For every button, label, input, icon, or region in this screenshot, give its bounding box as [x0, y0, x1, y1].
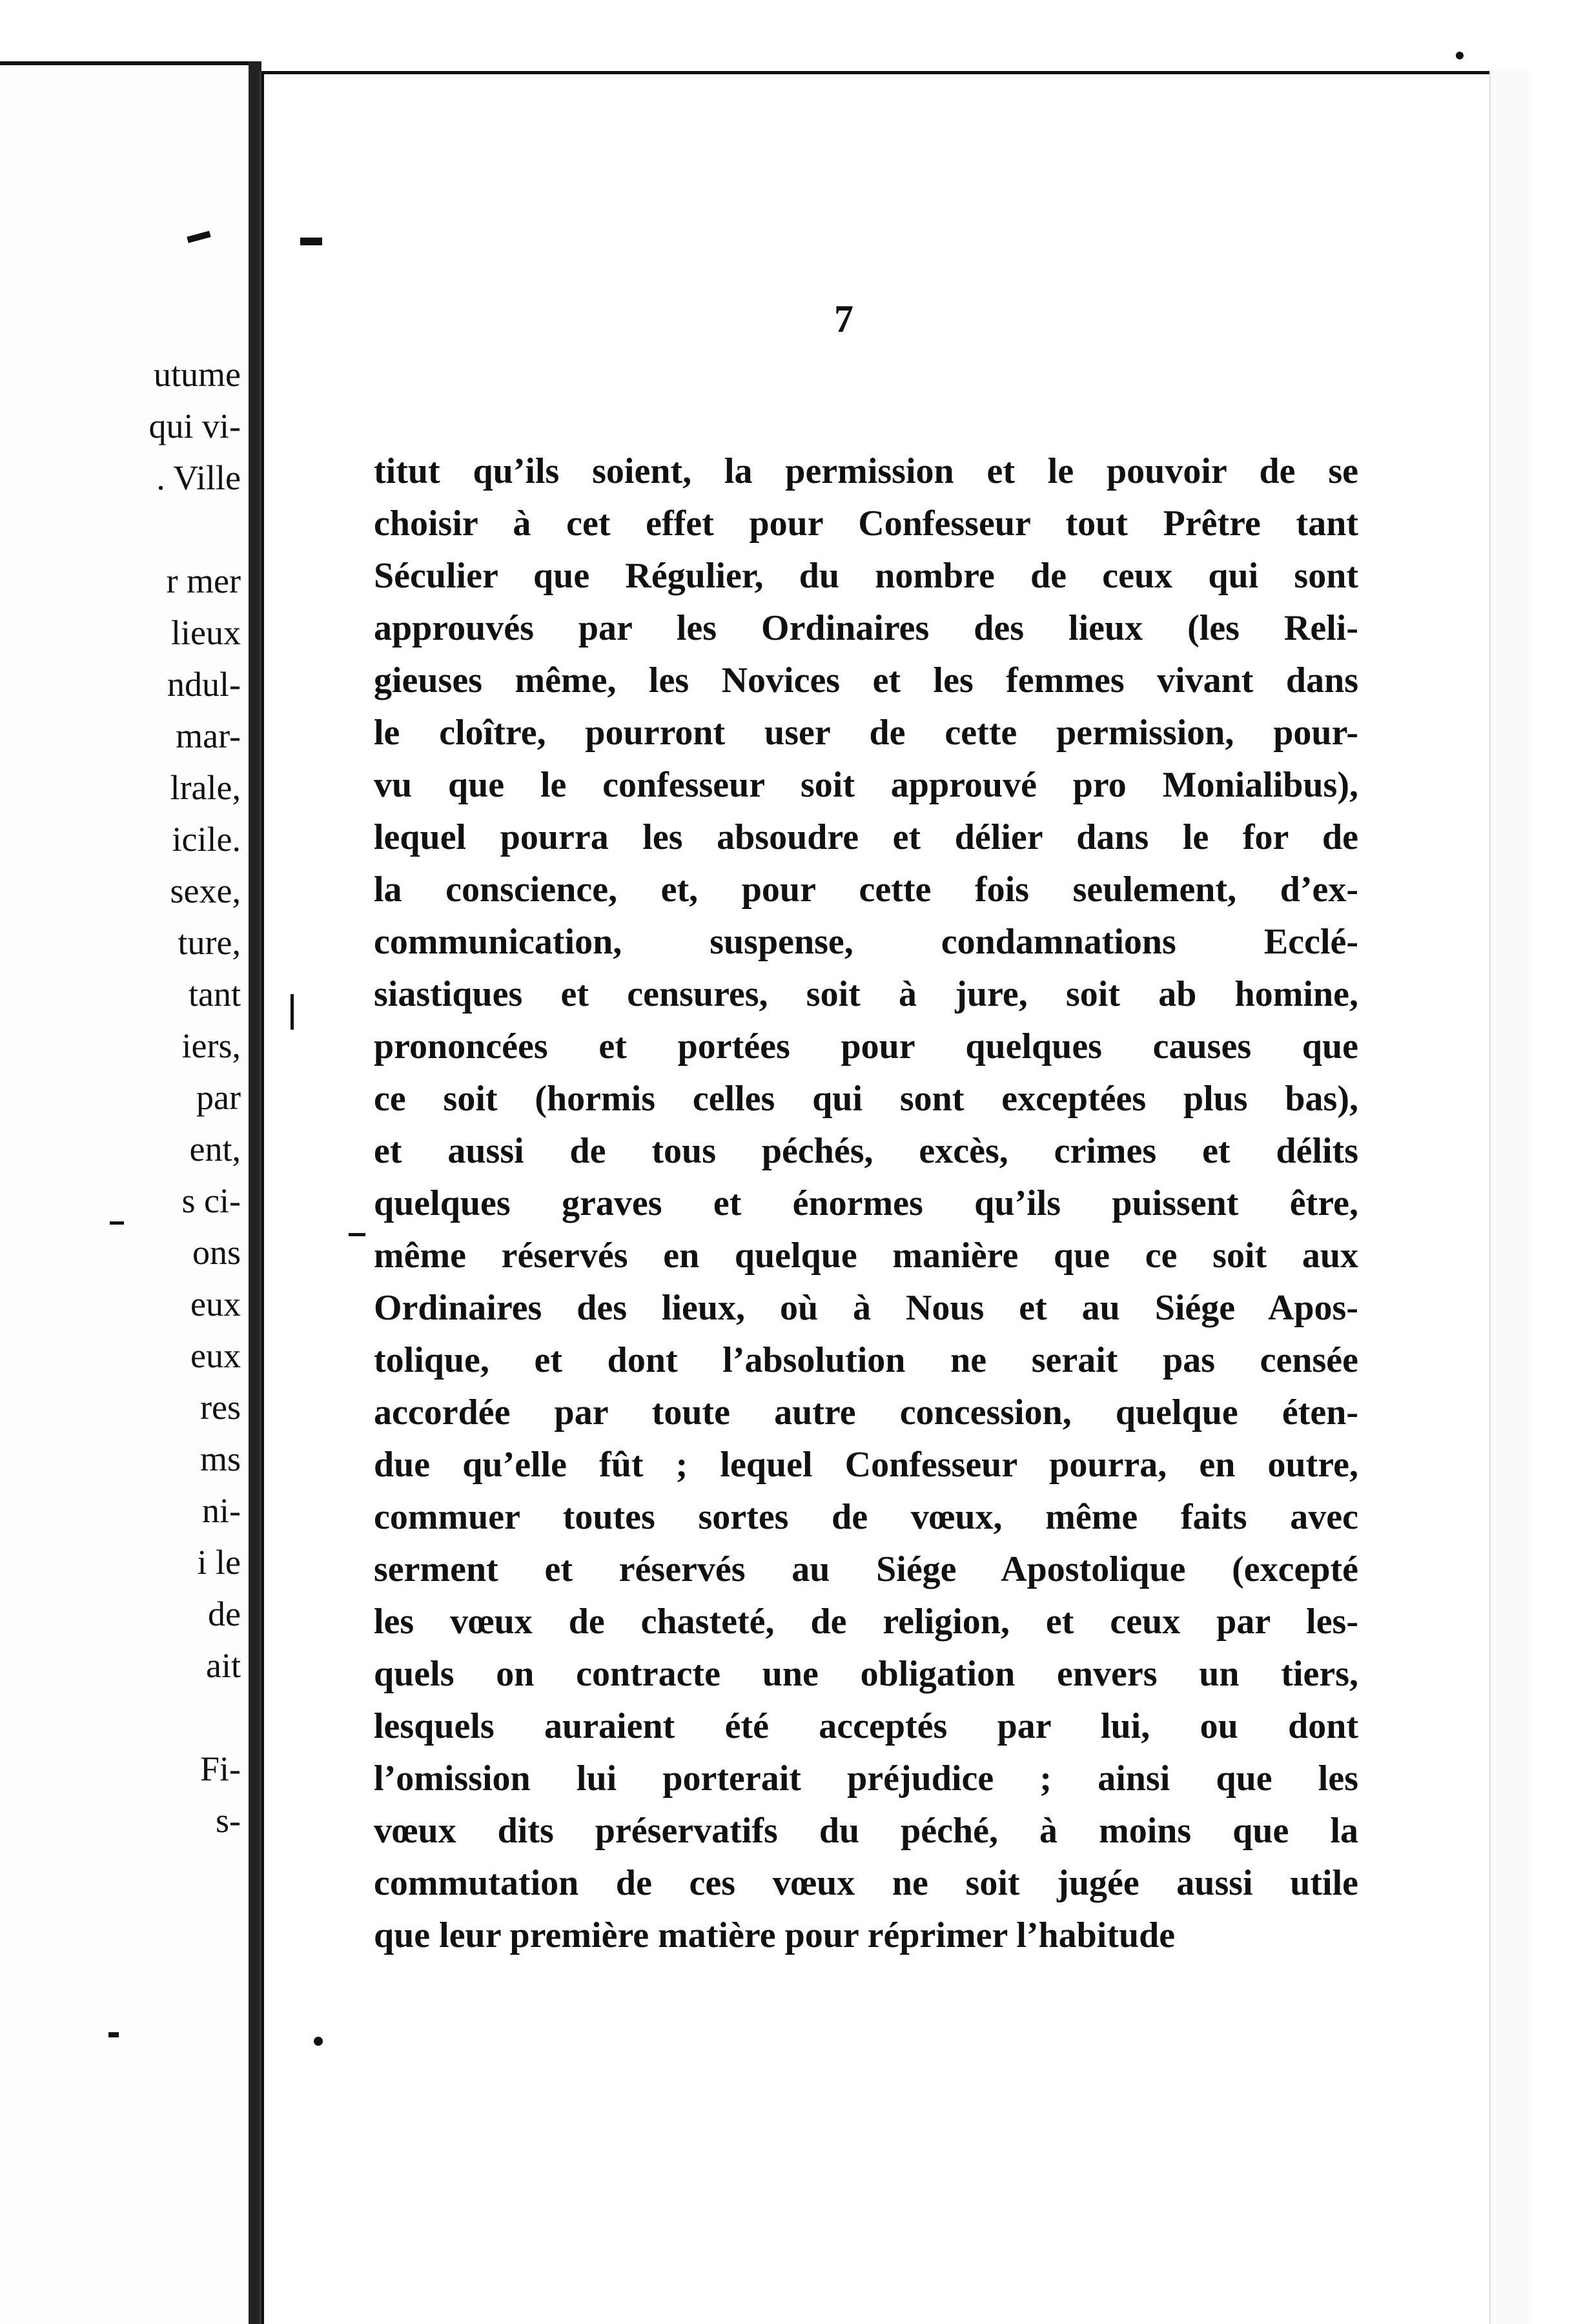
left-page-text — [0, 349, 249, 1846]
left-line: utume — [154, 355, 241, 394]
left-line: s ci- — [181, 1181, 241, 1220]
text-line: siastiques et censures, soit à jure, soit ab homine, — [374, 974, 1358, 1014]
scan-speck — [314, 2037, 323, 2046]
text-line: choisir à cet effet pour Confesseur tout Prêtre tant — [374, 504, 1358, 544]
text-line: vu que le confesseur soit approuvé pro Monialibus), — [374, 765, 1358, 805]
text-line: vœux dits préservatifs du péché, à moins que la — [374, 1811, 1358, 1851]
text-line: Séculier que Régulier, du nombre de ceux qui sont — [374, 556, 1358, 596]
left-line: qui vi- — [148, 407, 241, 445]
left-line: eux — [190, 1336, 241, 1375]
main-page-top-edge — [264, 71, 1529, 74]
book-gutter — [249, 61, 261, 2324]
text-line: que leur première matière pour réprimer l’habitude — [374, 1915, 1176, 1955]
page-number: 7 — [834, 298, 853, 340]
left-line: . Ville — [156, 458, 241, 497]
left-line: ndul- — [167, 665, 241, 704]
scan-speck — [108, 2032, 119, 2037]
left-line: r mer — [166, 562, 241, 600]
text-line: même réservés en quelque manière que ce soit aux — [374, 1236, 1358, 1276]
scan-speck — [300, 238, 322, 245]
text-line: lesquels auraient été acceptés par lui, ou dont — [374, 1706, 1358, 1746]
left-line: icile. — [172, 820, 241, 859]
left-line: res — [200, 1388, 241, 1427]
scan-speck — [291, 994, 294, 1030]
scan-speck — [110, 1221, 124, 1225]
left-line: iers, — [181, 1026, 241, 1065]
left-line: ms — [199, 1440, 241, 1478]
text-line: Ordinaires des lieux, où à Nous et au Siége Apos- — [374, 1288, 1358, 1328]
left-line: par — [196, 1078, 241, 1117]
text-line: quelques graves et énormes qu’ils puissent être, — [374, 1183, 1358, 1223]
left-line: ons — [192, 1233, 241, 1272]
text-line: titut qu’ils soient, la permission et le pouvoir de se — [374, 451, 1358, 491]
text-line: commutation de ces vœux ne soit jugée aussi utile — [374, 1863, 1358, 1903]
left-line: s- — [216, 1801, 241, 1840]
text-line: commuer toutes sortes de vœux, même faits avec — [374, 1497, 1358, 1537]
text-line: prononcées et portées pour quelques causes que — [374, 1026, 1358, 1066]
left-line: lieux — [171, 613, 241, 652]
left-line — [0, 504, 249, 555]
text-line: quels on contracte une obligation envers un tiers, — [374, 1654, 1358, 1694]
left-page-top-edge — [0, 61, 249, 65]
text-line: serment et réservés au Siége Apostolique (excepté — [374, 1549, 1358, 1589]
left-line: tant — [189, 975, 241, 1014]
left-line: ture, — [178, 923, 241, 962]
main-page — [261, 71, 1529, 2324]
left-line: lrale, — [170, 768, 241, 807]
main-page-right-edge — [1489, 71, 1529, 2324]
left-line: ent, — [189, 1130, 241, 1168]
left-line: Fi- — [199, 1749, 241, 1788]
text-line: et aussi de tous péchés, excès, crimes et délits — [374, 1131, 1358, 1171]
scan-speck — [349, 1233, 365, 1236]
text-line: les vœux de chasteté, de religion, et ceux par les- — [374, 1602, 1358, 1642]
text-line: tolique, et dont l’absolution ne serait pas censée — [374, 1340, 1358, 1380]
left-line: ni- — [202, 1491, 241, 1530]
text-line: la conscience, et, pour cette fois seulement, d’ex- — [374, 870, 1358, 910]
text-line: lequel pourra les absoudre et délier dans le for de — [374, 817, 1358, 857]
text-line: l’omission lui porterait préjudice ; ainsi que les — [374, 1758, 1358, 1799]
left-line: mar- — [176, 717, 241, 755]
text-line: communication, suspense, condamnations Ecclé- — [374, 922, 1358, 962]
left-line: de — [208, 1595, 241, 1633]
page-body-text — [374, 445, 1358, 1962]
left-line: eux — [190, 1285, 241, 1323]
text-line: accordée par toute autre concession, quelque éten- — [374, 1392, 1358, 1432]
text-line: ce soit (hormis celles qui sont exceptées plus bas), — [374, 1079, 1358, 1119]
left-line: ait — [206, 1646, 241, 1685]
left-line — [0, 1691, 249, 1743]
text-line: le cloître, pourront user de cette permission, pour- — [374, 713, 1358, 753]
text-line: gieuses même, les Novices et les femmes vivant dans — [374, 660, 1358, 700]
left-page-fragment — [0, 61, 252, 2324]
text-line: approuvés par les Ordinaires des lieux (les Reli- — [374, 608, 1358, 648]
left-line: i le — [197, 1543, 241, 1582]
left-line: sexe, — [170, 872, 241, 910]
text-line: due qu’elle fût ; lequel Confesseur pourra, en outre, — [374, 1445, 1358, 1485]
scan-speck — [1456, 52, 1464, 59]
